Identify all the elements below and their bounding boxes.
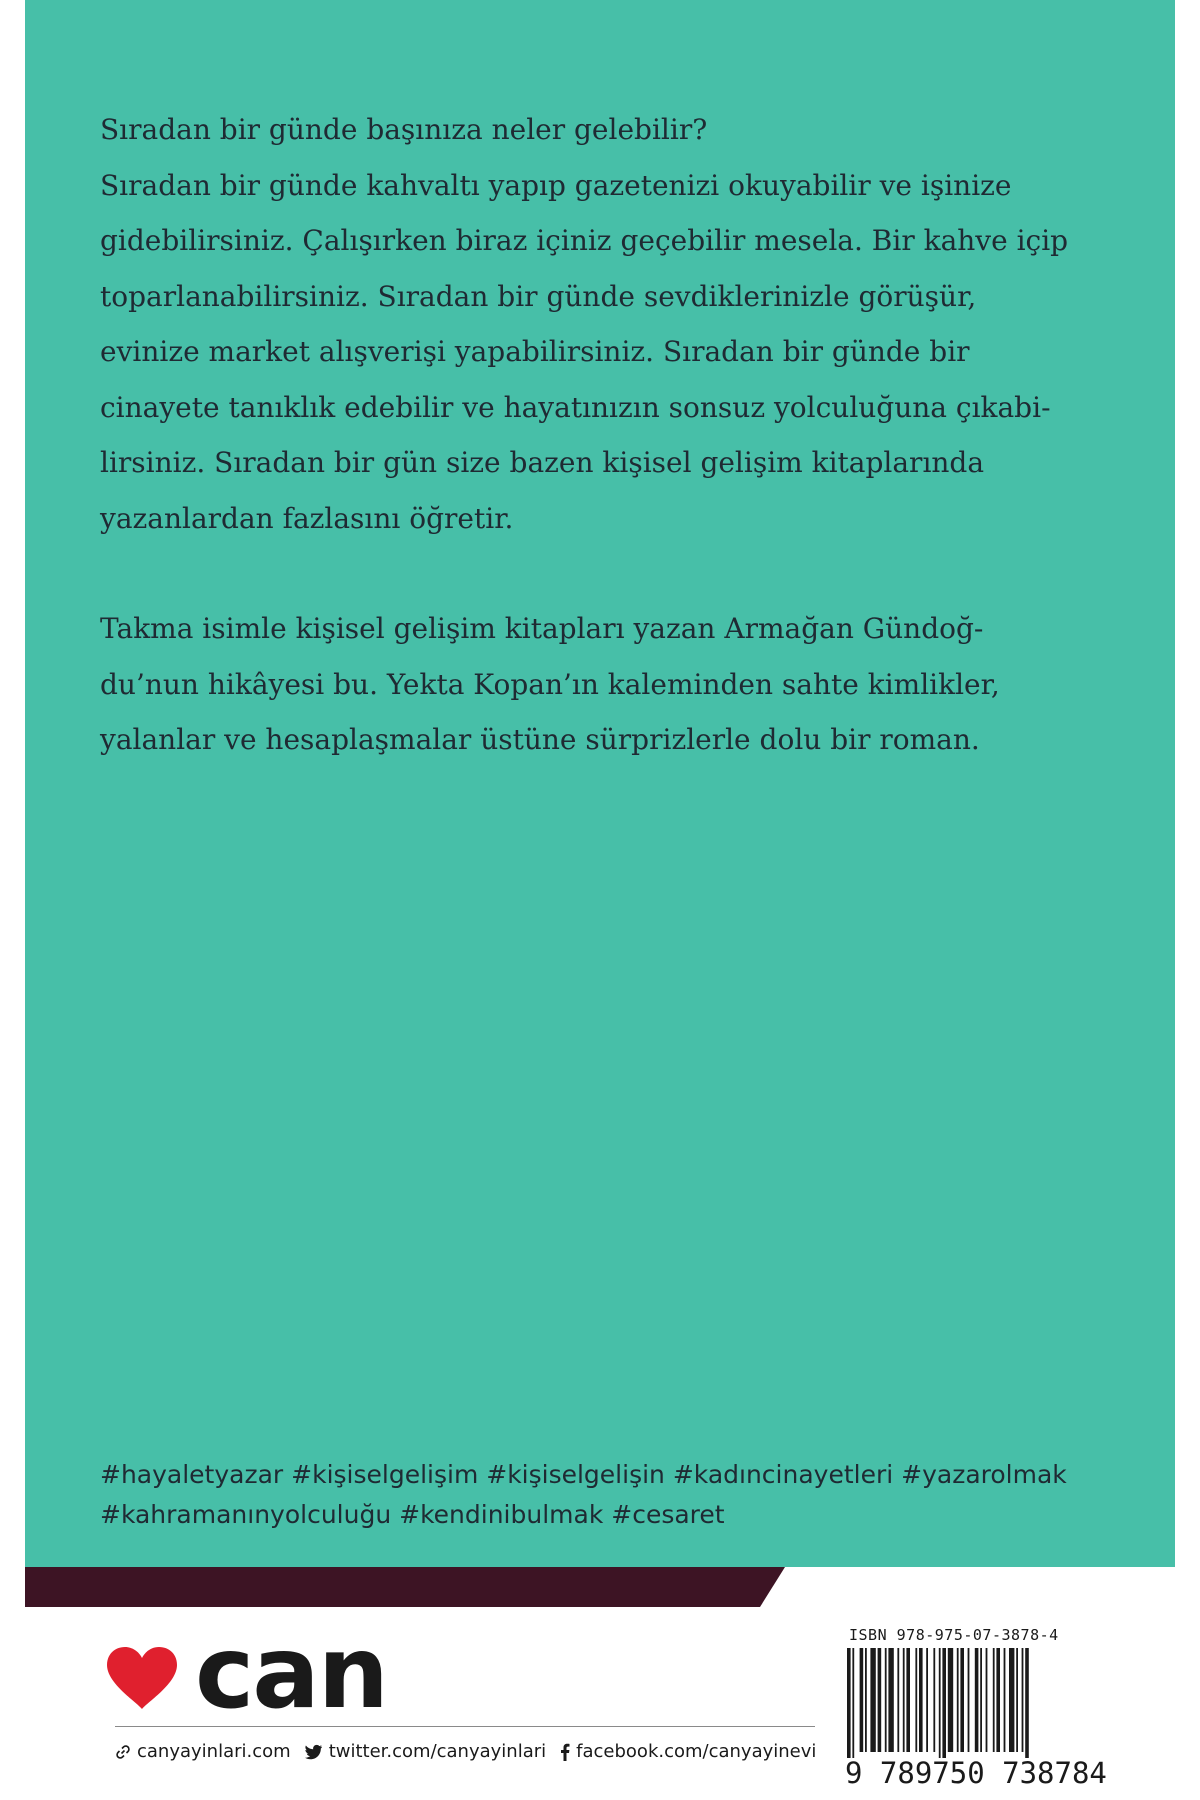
facebook-link[interactable] <box>560 1741 816 1762</box>
twitter-link[interactable] <box>305 1741 546 1762</box>
barcode-bar <box>903 1648 905 1752</box>
isbn-digits: 9 789750 738784 <box>845 1756 1107 1790</box>
barcode-bar <box>1009 1648 1014 1752</box>
facebook-icon <box>560 1743 570 1761</box>
barcode-bar <box>975 1648 979 1752</box>
barcode-bar <box>968 1648 970 1752</box>
barcode-bar <box>942 1648 946 1758</box>
barcode-bar <box>878 1648 882 1752</box>
website-link[interactable] <box>115 1741 291 1762</box>
blurb-line: toparlanabilirsiniz. Sıradan bir günde sevdiklerinizle görüşür, <box>100 279 977 313</box>
blurb-line: gidebilirsiniz. Çalışırken biraz içiniz geçebilir mesela. Bir kahve içip <box>100 224 1069 257</box>
hashtags-line-2: #kahramanınyolculuğu #kendinibulmak #cesaret <box>100 1500 725 1529</box>
dark-band-shape <box>25 1567 785 1607</box>
blurb-line: Takma isimle kişisel gelişim kitapları yazan Armağan Gündoğ- <box>100 612 984 645</box>
blurb-line: evinize market alışverişi yapabilirsiniz. Sıradan bir günde bir <box>100 335 970 368</box>
barcode-bar <box>993 1648 995 1752</box>
barcode-bar <box>1004 1648 1006 1752</box>
barcode-bar <box>919 1648 923 1752</box>
barcode-bar <box>1016 1648 1018 1752</box>
teal-panel <box>25 0 1175 1567</box>
blurb <box>100 102 1110 768</box>
hashtags <box>100 1455 1120 1535</box>
twitter-text: twitter.com/canyayinlari <box>328 1741 547 1762</box>
blurb-line: du’nun hikâyesi bu. Yekta Kopan’ın kaleminden sahte kimlikler, <box>100 667 1000 701</box>
blurb-paragraph-2 <box>100 601 1110 768</box>
barcode-bar <box>939 1648 941 1758</box>
barcode-bar <box>980 1648 982 1752</box>
barcode-bar <box>847 1648 851 1758</box>
dark-band <box>25 1567 1175 1607</box>
barcode-bars <box>845 1648 1095 1758</box>
barcode-bar <box>1025 1648 1029 1758</box>
twitter-icon <box>305 1744 323 1760</box>
hashtags-line-1: #hayaletyazar #kişiselgelişim #kişiselgelişin #kadıncinayetleri #yazarolmak <box>100 1460 1067 1489</box>
link-icon <box>115 1744 131 1760</box>
barcode-bar <box>996 1648 1000 1752</box>
barcode-bar <box>948 1648 953 1752</box>
barcode-bar <box>852 1648 854 1758</box>
publisher-links <box>115 1726 815 1762</box>
barcode-bar <box>933 1648 935 1752</box>
barcode-bar <box>1022 1648 1024 1752</box>
barcode-bar <box>960 1648 964 1752</box>
barcode-bar <box>885 1648 887 1752</box>
barcode-bar <box>926 1648 928 1752</box>
barcode <box>845 1618 1107 1790</box>
barcode-bar <box>906 1648 910 1752</box>
barcode-bar <box>860 1648 864 1752</box>
barcode-bar <box>865 1648 867 1752</box>
logo-wordmark: can <box>195 1614 387 1731</box>
isbn-label: ISBN 978-975-07-3878-4 <box>849 1626 1059 1644</box>
blurb-line: Sıradan bir günde başınıza neler gelebilir? <box>100 113 708 146</box>
heart-icon <box>105 1645 179 1711</box>
barcode-bar <box>888 1648 893 1752</box>
blurb-paragraph-1 <box>100 102 1110 546</box>
blurb-line: yazanlardan fazlasını öğretir. <box>100 501 514 535</box>
blurb-line: cinayete tanıklık edebilir ve hayatınızın sonsuz yolculuğuna çıkabi- <box>100 390 1051 424</box>
blurb-line: yalanlar ve hesaplaşmalar üstüne sürprizlerle dolu bir roman. <box>100 723 980 756</box>
barcode-bar <box>957 1648 959 1752</box>
barcode-bar <box>915 1648 917 1752</box>
facebook-text: facebook.com/canyayinevi <box>576 1741 817 1762</box>
blurb-line: lirsiniz. Sıradan bir gün size bazen kişisel gelişim kitaplarında <box>100 446 985 479</box>
barcode-bar <box>986 1648 988 1752</box>
website-text: canyayinlari.com <box>137 1741 291 1762</box>
barcode-bar <box>897 1648 899 1752</box>
blurb-line: Sıradan bir günde kahvaltı yapıp gazetenizi okuyabilir ve işinize <box>100 168 1012 202</box>
barcode-bar <box>870 1648 875 1752</box>
back-cover <box>25 0 1175 1800</box>
